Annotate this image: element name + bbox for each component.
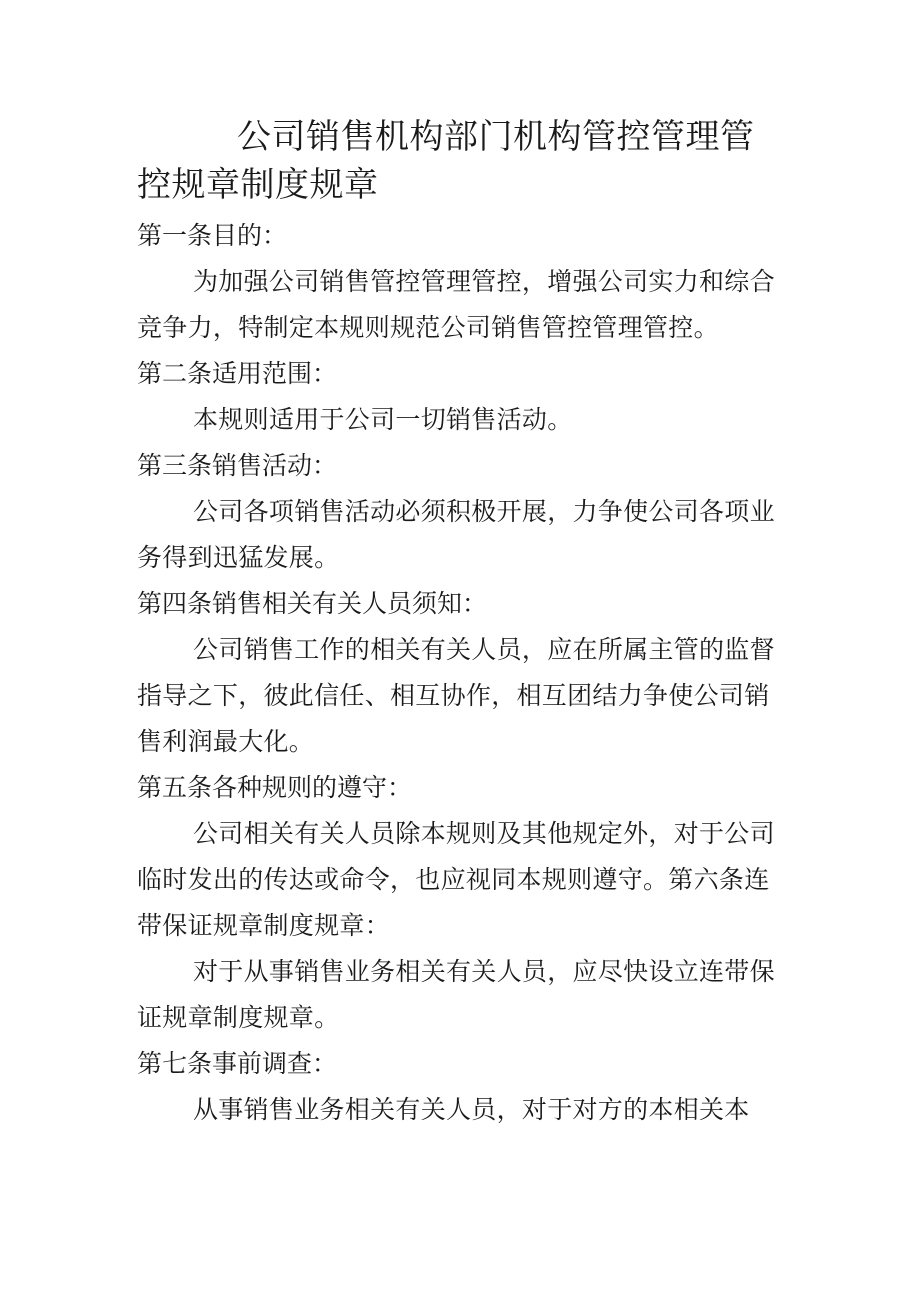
section-4-heading: 第四条销售相关有关人员须知： [137, 589, 488, 618]
section-5-heading: 第五条各种规则的遵守： [137, 773, 413, 802]
section-7-body: 从事销售业务相关有关人员，对于对方的本相关本 [193, 1095, 750, 1124]
section-7-heading: 第七条事前调查： [137, 1049, 338, 1078]
section-4-body: 公司销售工作的相关有关人员，应在所属主管的监督指导之下，彼此信任、相互协作，相互团结力争使公司销售利润最大化。 [137, 635, 775, 756]
section-2-heading: 第二条适用范围： [137, 359, 338, 388]
section-5-body: 公司相关有关人员除本规则及其他规定外，对于公司临时发出的传达或命令，也应视同本规则遵守。第六条连带保证规章制度规章： [137, 819, 775, 940]
section-6-body: 对于从事销售业务相关有关人员，应尽快设立连带保证规章制度规章。 [137, 957, 775, 1032]
section-3-heading: 第三条销售活动： [137, 451, 338, 480]
section-2-body: 本规则适用于公司一切销售活动。 [193, 405, 573, 434]
section-3-body: 公司各项销售活动必须积极开展，力争使公司各项业务得到迅猛发展。 [137, 497, 775, 572]
document-title: 公司销售机构部门机构管控管理管控规章制度规章 [137, 117, 755, 205]
section-1-body: 为加强公司销售管控管理管控，增强公司实力和综合竞争力，特制定本规则规范公司销售管控管理管控。 [137, 267, 775, 342]
document-body [137, 113, 787, 1133]
section-1-heading: 第一条目的： [137, 221, 288, 250]
